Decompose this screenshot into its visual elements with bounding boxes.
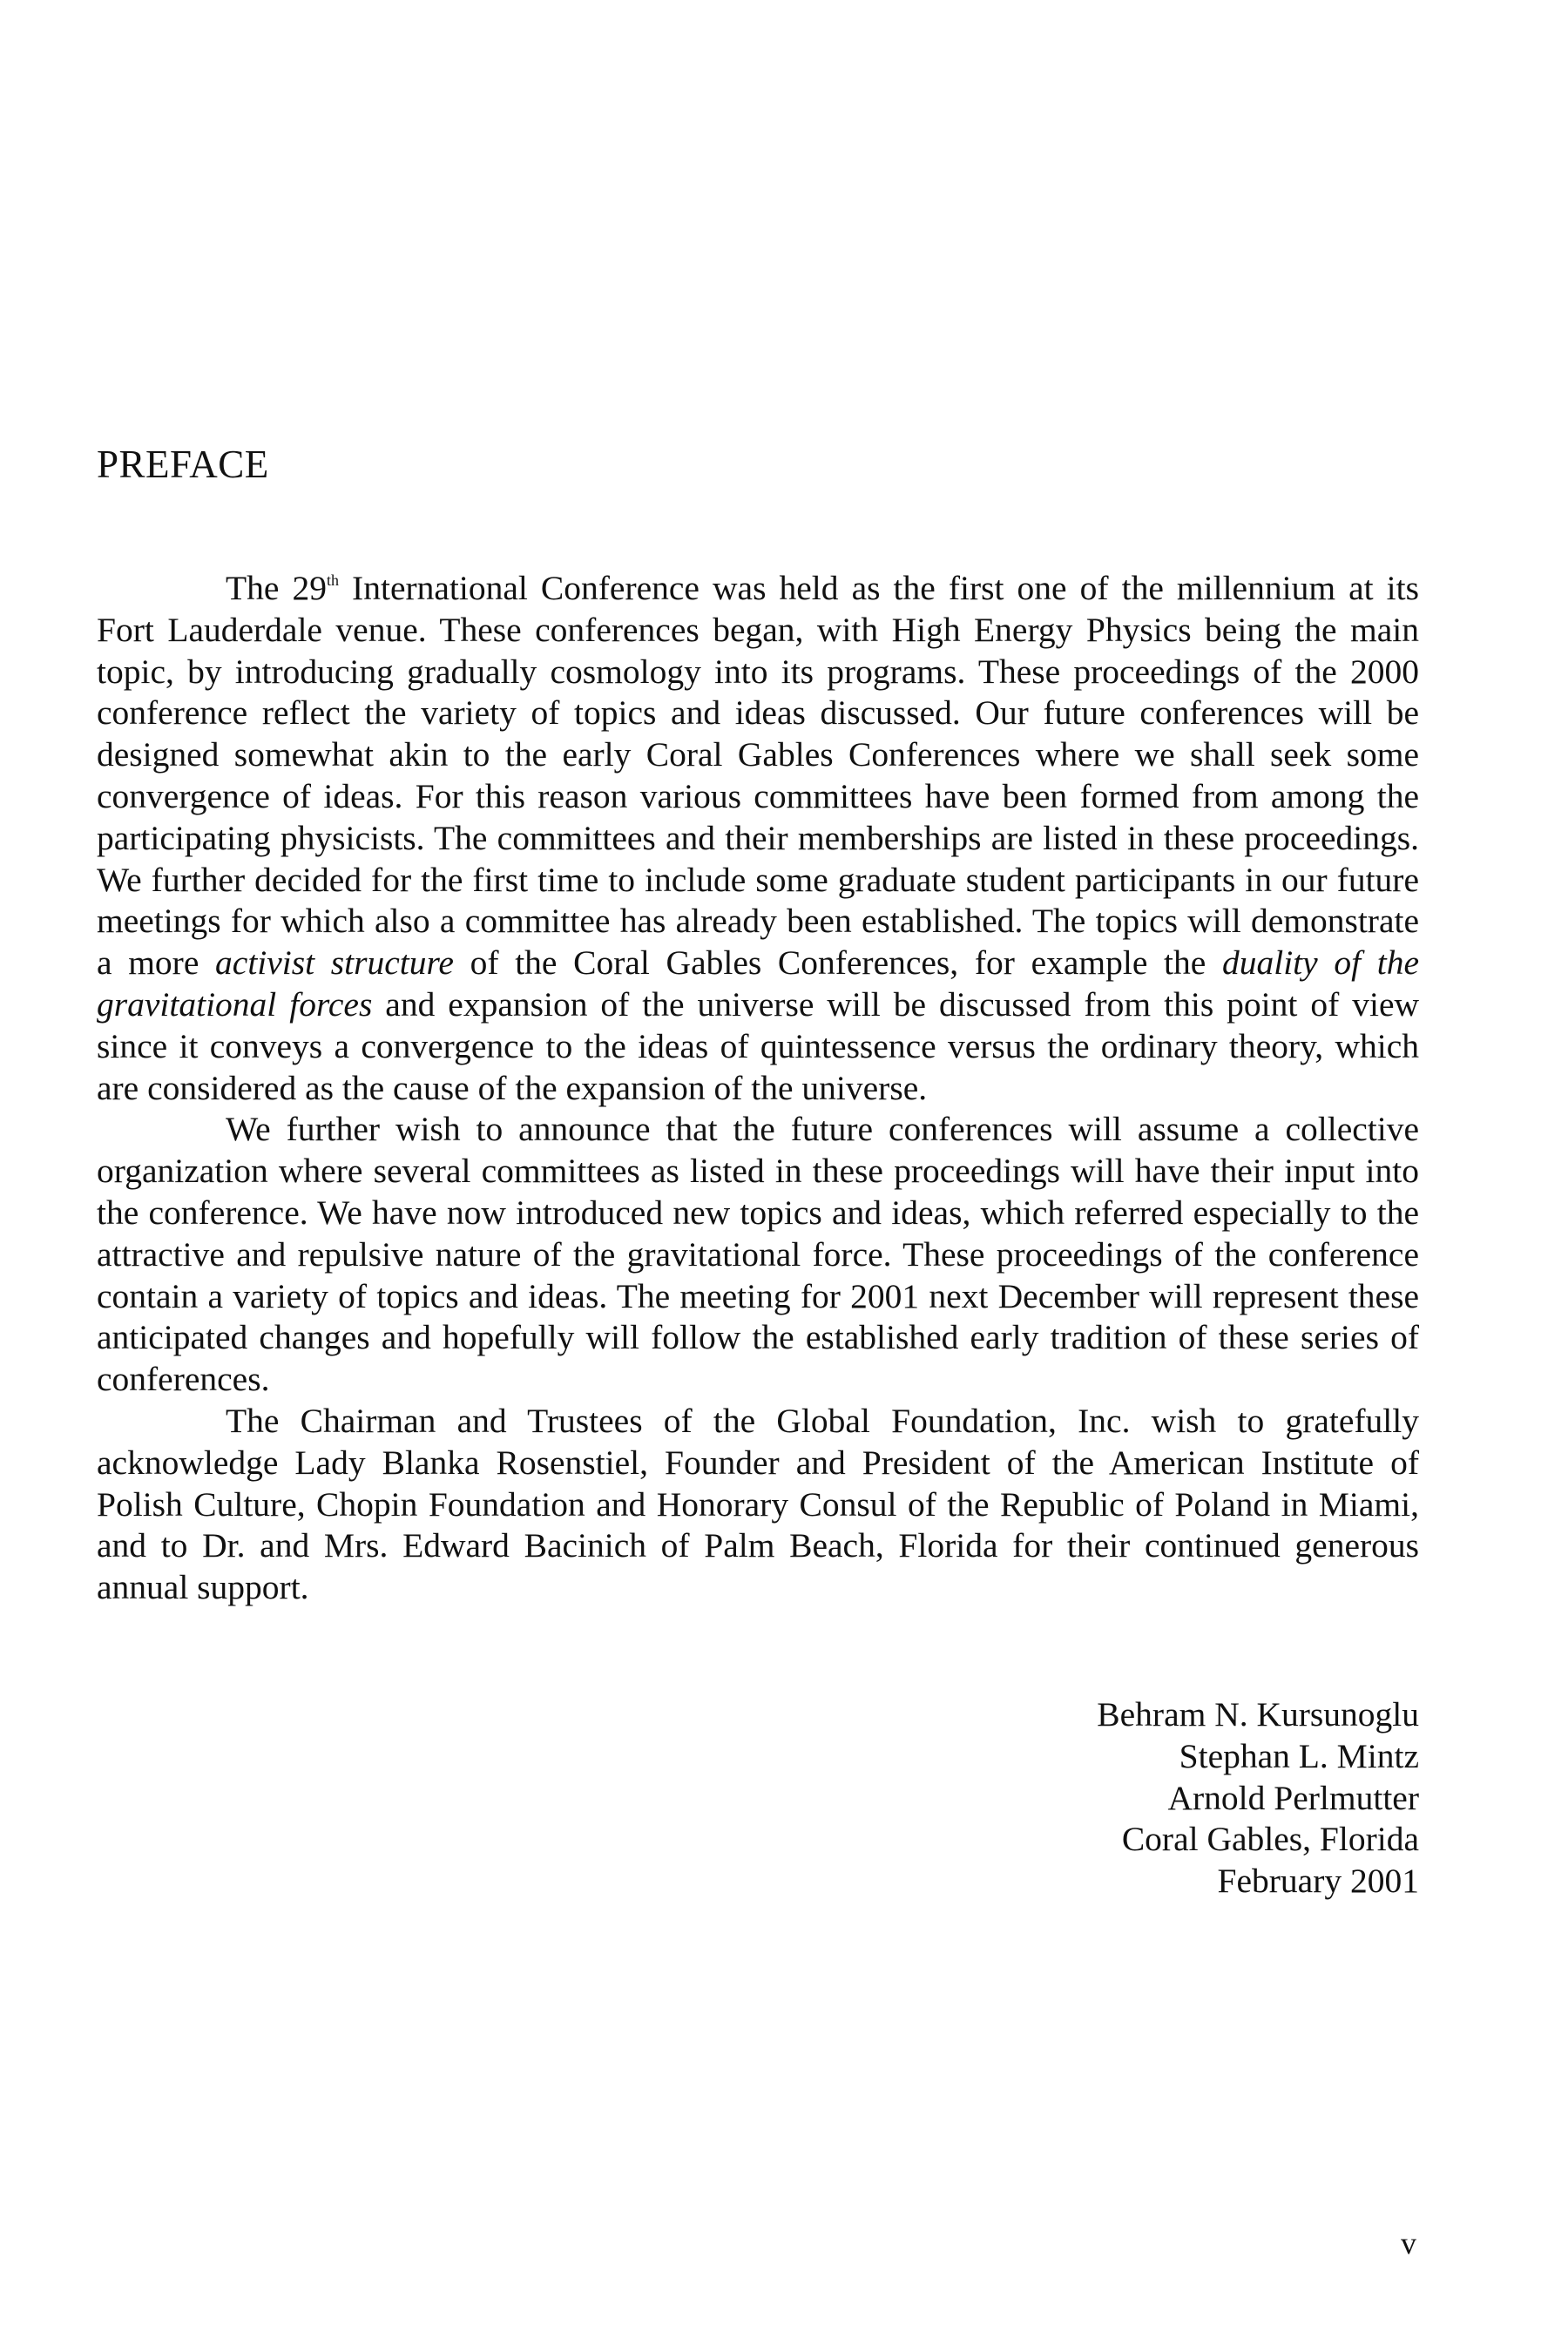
paragraph-2: We further wish to announce that the future conferences will assume a collective organization where several committees as listed in these proceedings will have their input into the conference. We have now introduced new topics and ideas, which referred especially to the attractive and repulsive nature of the gravitational force. These proceedings of the conference contain a variety of topics and ideas. The meeting for 2001 next December will represent these anticipated changes and hopefully will follow the established early tradition of these series of conferences. [97,1110,1419,1399]
signatory-name: Stephan L. Mintz [1179,1736,1419,1775]
paragraph-1-lead: The 29 [226,569,327,607]
paragraph-1-text-c: and expansion of the universe will be discussed from this point of view since it conveys a convergence to the ideas of quintessence versus the ordinary theory, which are considered as the cause of the expansion of the universe. [97,984,1420,1107]
signature-block [1097,1694,1419,1903]
paragraph-3: The Chairman and Trustees of the Global Foundation, Inc. wish to gratefully acknowledge Lady Blanka Rosenstiel, Founder and President of the American Institute of Polish Culture, Chopin Foundation and Honorary Consul of the Republic of Poland in Miami, and to Dr. and Mrs. Edward Bacinich of Palm Beach, Florida for their continued generous annual support. [97,1401,1419,1607]
ordinal-suffix: th [326,571,339,589]
signature-place: Coral Gables, Florida [1121,1820,1419,1859]
italic-phrase-activist-structure: activist structure [215,943,454,983]
preface-body [97,568,1419,1609]
signature-date: February 2001 [1217,1862,1419,1901]
italic-phrase-duality: duality of the gravitational forces [97,943,1419,1024]
paragraph-1-text-b: of the Coral Gables Conferences, for example the [453,943,1222,983]
signatory-name: Arnold Perlmutter [1167,1778,1419,1817]
signatory-name: Behram N. Kursunoglu [1097,1695,1419,1734]
paragraph-1-text-a: International Conference was held as the first one of the millennium at its Fort Lauderdale venue. These conferences began, with High Energy Physics being the main topic, by introducing gradually cosmology into its programs. These proceedings of the 2000 conference reflect the variety of topics and ideas discussed. Our future conferences will be designed somewhat akin to the early Coral Gables Conferences where we shall seek some convergence of ideas. For this reason various committees have been formed from among the participating physicists. The committees and their memberships are listed in these proceedings. We further decided for the first time to include some graduate student participants in our future meetings for which also a committee has already been established. The topics will demonstrate a more [97,569,1419,983]
page-title: PREFACE [97,443,269,486]
page-number: v [1401,2226,1416,2261]
paragraph-1 [97,568,1419,1109]
